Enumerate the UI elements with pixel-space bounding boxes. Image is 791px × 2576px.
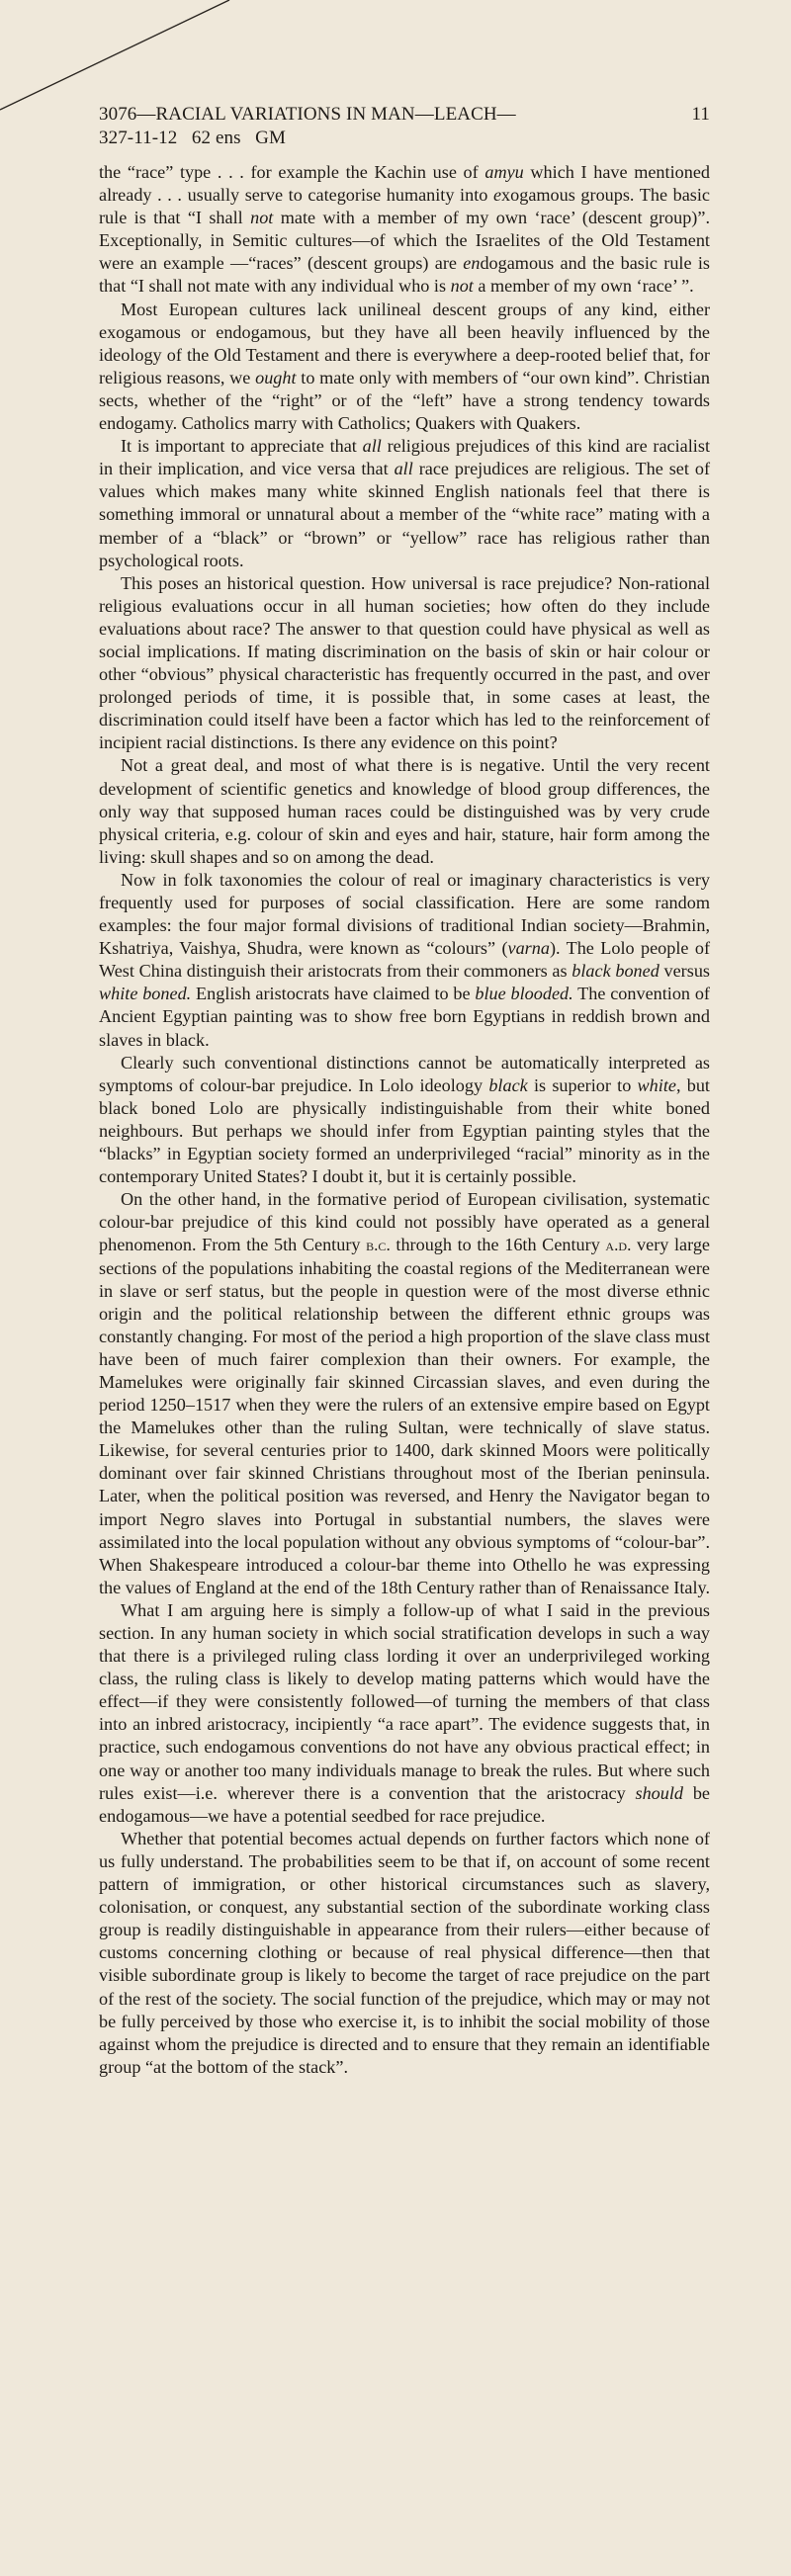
paragraph	[99, 161, 710, 299]
text-run: the “race” type . . . for example the Kachin use of	[99, 162, 485, 182]
text-run: The convention of Ancient Egyptian painting was to show free born Egyptians in reddish brown and slaves in black.	[99, 984, 710, 1050]
text-run: to mate only with members of “our own kind”. Christian sects, whether of the “right” or of the “left” have a strong tendency towards endogamy. Catholics marry with Catholics; Quakers with Quakers.	[99, 367, 710, 434]
running-title: 3076—RACIAL VARIATIONS IN MAN—LEACH—	[99, 104, 516, 125]
italic-run: varna	[507, 938, 550, 959]
italic-run: should	[635, 1782, 684, 1803]
text-run: through to the 16th Century	[390, 1235, 606, 1255]
paragraph	[99, 1599, 710, 1828]
italic-run: white	[637, 1074, 676, 1095]
italic-run: not	[450, 276, 474, 297]
text-run: On the other hand, in the formative period of European civilisation, systematic colour-bar prejudice of this kind could not possibly have operated as a general phenomenon. From the 5th Century	[99, 1189, 710, 1255]
text-run: religious prejudices of this kind are racialist in their implication, and vice versa that	[99, 436, 710, 479]
text-run: xogamous groups. The basic rule is that “I shall	[99, 185, 710, 228]
italic-run: blue blooded.	[475, 984, 573, 1004]
italic-run: not	[250, 208, 274, 228]
text-run: versus	[659, 961, 710, 982]
running-header	[99, 103, 710, 150]
article-body	[99, 161, 710, 2079]
italic-run: all	[394, 459, 413, 479]
italic-run: black	[488, 1074, 528, 1095]
text-run: Clearly such conventional distinctions cannot be automatically interpreted as symptoms of colour-bar prejudice. In Lolo ideology	[99, 1052, 710, 1095]
text-run: Most European cultures lack unilineal descent groups of any kind, either exogamous or endogamous, but they have all been heavily influenced by the ideology of the Old Testament and there is everywhere a deep-rooted belief that, for religious reasons, we	[99, 299, 710, 387]
paragraph	[99, 1188, 710, 1599]
italic-run: e	[492, 185, 502, 206]
text-run: What I am arguing here is simply a follow-up of what I said in the previous section. In any human society in which social stratification develops in such a way that there is a privileged ruling class lording it over an underprivileged working class, the ruling class is likely to develop mating patterns which would have the effect—if they were consistently followed—of turning the members of that class into an inbred aristocracy, incipiently “a race apart”. The evidence suggests that, in practice, such endogamous conventions do not have any obvious practical effect; in one way or another too many individuals manage to break the rules. But where such rules exist—i.e. wherever there is a convention that the aristocracy	[99, 1599, 710, 1803]
italic-run: white boned.	[99, 984, 192, 1004]
italic-run: en	[463, 253, 481, 274]
italic-run: amyu	[484, 162, 524, 182]
small-caps-run: a.d.	[605, 1236, 632, 1255]
paragraph	[99, 572, 710, 755]
paragraph	[99, 435, 710, 572]
text-run: race prejudices are religious. The set of values which makes many white skinned English nationals feel that there is something immoral or unnatural about a member of the “white race” mating with a member of a “black” or “brown” or “yellow” race has religious rather than psychological roots.	[99, 459, 710, 570]
small-caps-run: b.c.	[366, 1236, 391, 1255]
italic-run: all	[362, 436, 382, 457]
corner-rule-line	[0, 0, 237, 111]
text-run: dogamous and the basic rule is that “I shall not mate with any individual who is	[99, 253, 710, 297]
text-run: very large sections of the populations inhabiting the coastal regions of the Mediterranean were in slave or serf status, but the people in question were of the most diverse ethnic origin and the political relationship between the different ethnic groups was constantly changing. For most of the period a high proportion of the slave class must have been of much fairer complexion than their owners. For example, the Mamelukes were originally fair skinned Circassian slaves, and even during the period 1250–1517 when they were the rulers of an extensive empire based on Egypt the Mamelukes other than the ruling Sultan, were technically of slave status. Likewise, for several centuries prior to 1400, dark skinned Moors were politically dominant over fair skinned Christians throughout most of the Iberian peninsula. Later, when the political position was reversed, and Henry the Navigator began to import Negro slaves into Portugal in substantial numbers, the slaves were assimilated into the local population without any obvious symptoms of “colour-bar”. When Shakespeare introduced a colour-bar theme into Othello he was expressing the values of England at the end of the 18th Century rather than of Renaissance Italy.	[99, 1235, 711, 1597]
paragraph	[99, 869, 710, 1052]
text-run: Not a great deal, and most of what there is is negative. Until the very recent development of scientific genetics and knowledge of blood group differences, the only way that supposed human races could be distinguished was by very crude physical criteria, e.g. colour of skin and eyes and hair, stature, hair form among the living: skull shapes and so on among the dead.	[99, 755, 710, 867]
text-run: mate with a member of my own ‘race’ (descent group)”. Exceptionally, in Semitic cultures—of which the Israelites of the Old Testament were an example —“races” (descent groups) are	[99, 208, 710, 274]
text-run: English aristocrats have claimed to be	[191, 984, 476, 1004]
text-run: be endogamous—we have a potential seedbed for race prejudice.	[99, 1782, 710, 1826]
text-run: a member of my own ‘race’ ”.	[473, 276, 694, 297]
text-run: which I have mentioned already . . . usually serve to categorise humanity into	[99, 162, 710, 206]
text-run: ). The Lolo people of West China distinguish their aristocrats from their commoners as	[99, 938, 710, 982]
paragraph	[99, 1052, 710, 1189]
paragraph	[99, 1828, 710, 2079]
paragraph	[99, 754, 710, 868]
text-run: is superior to	[527, 1074, 638, 1095]
paragraph	[99, 299, 710, 436]
text-run: It is important to appreciate that	[121, 436, 363, 457]
italic-run: black boned	[571, 961, 659, 982]
page-number: 11	[691, 104, 710, 125]
text-run: Whether that potential becomes actual depends on further factors which none of us fully understand. The probabilities seem to be that if, on account of some recent pattern of immigration, or other historical circumstances such as slavery, colonisation, or conquest, any substantial section of the subordinate working class group is readily distinguishable in appearance from their rulers—either because of customs concerning clothing or because of real physical difference—then that visible subordinate group is likely to become the target of race prejudice on the part of the rest of the society. The social function of the prejudice, which may or may not be fully perceived by those who exercise it, is to inhibit the social mobility of those against whom the prejudice is directed and to ensure that they remain an identifiable group “at the bottom of the stack”.	[99, 1828, 710, 2077]
text-run: , but black boned Lolo are physically indistinguishable from their white boned neighbours. But perhaps we should infer from Egyptian painting styles that the “blacks” in Egyptian society formed an underprivileged “racial” minority as in the contemporary United States? I doubt it, but it is certainly possible.	[99, 1074, 710, 1187]
text-run: Now in folk taxonomies the colour of real or imaginary characteristics is very frequently used for purposes of social classification. Here are some random examples: the four major formal divisions of traditional Indian society—Brahmin, Kshatriya, Vaishya, Shudra, were known as “colours” (	[99, 869, 710, 959]
italic-run: ought	[255, 367, 297, 387]
text-run: This poses an historical question. How universal is race prejudice? Non-rational religious evaluations occur in all human societies; how often do they include evaluations about race? The answer to that question could have physical as well as social implications. If mating discrimination on the basis of skin or hair colour or other “obvious” physical characteristic has frequently occurred in the past, and over prolonged periods of time, it is possible that, in some cases at least, the discrimination could itself have been a factor which has led to the reinforcement of incipient racial distinctions. Is there any evidence on this point?	[99, 572, 710, 753]
typesetting-slug: 327-11-12 62 ens GM	[99, 128, 286, 148]
